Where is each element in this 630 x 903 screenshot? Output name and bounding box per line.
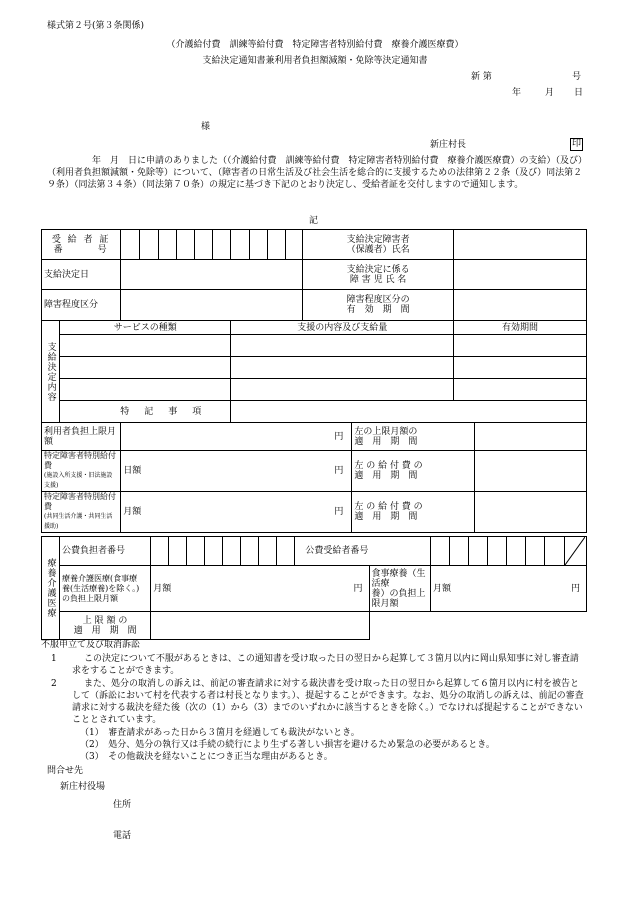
digit-cell[interactable]	[277, 537, 295, 566]
decision-table	[41, 229, 587, 533]
meal-limit-label: 食事療養（生活療 養）の負担上限月額	[369, 566, 430, 612]
special-benefit1-label: 特定障害者特別給付費 (施設入所支援・旧法施設支援)	[42, 451, 121, 492]
date-day: 日	[574, 88, 584, 98]
ki-heading: 記	[309, 216, 319, 226]
meal-limit-value[interactable]	[431, 566, 587, 612]
disability-class-label: 障害程度区分	[42, 290, 121, 321]
digit-cell[interactable]	[205, 537, 223, 566]
medical-period-label: 上 限 額 の 適 用 期 間	[60, 612, 151, 640]
digit-cell[interactable]	[488, 537, 507, 566]
digit-cell[interactable]	[213, 230, 231, 260]
disability-class-value[interactable]	[121, 290, 303, 321]
special-notes-label: 特 記 事 項	[60, 401, 231, 423]
appeal-item1-text: この決定について不服があるときは、この通知書を受け取った日の翌日から起算して３箇月以内に岡山県知事に対し審査請求をすることができます。	[72, 654, 579, 676]
content-cell[interactable]	[231, 379, 454, 401]
medical-period-value[interactable]	[151, 612, 369, 640]
digit-cell[interactable]	[169, 537, 187, 566]
sub-item3: （3） その他裁決を経ないことにつき正当な理由があるとき。	[80, 752, 333, 762]
validity-period-header: 有効期間	[454, 321, 587, 335]
blank-area	[369, 612, 586, 640]
digit-cell[interactable]	[121, 230, 140, 260]
child-name-label: 支給決定に係る 障 害 児 氏 名	[303, 260, 454, 290]
sub-item1: （1） 審査請求があった日から３箇月を経過しても裁決がないとき。	[80, 728, 360, 738]
guardian-name-value[interactable]	[454, 230, 587, 260]
doc-number-suffix: 号	[572, 72, 582, 82]
digit-cell[interactable]	[249, 230, 267, 260]
yen-label: 円	[334, 507, 344, 517]
medical-limit-value[interactable]	[151, 566, 369, 612]
digit-cell[interactable]	[231, 230, 249, 260]
contact-address: 住所	[113, 800, 132, 810]
date-year: 年	[512, 88, 522, 98]
appeal-item1-number: 1	[51, 654, 57, 664]
digit-cell[interactable]	[195, 230, 213, 260]
slashed-cell	[564, 537, 586, 566]
service-cell[interactable]	[60, 357, 231, 379]
issuer: 新庄村長	[430, 140, 467, 150]
copay-limit-label: 利用者負担上限月額	[42, 423, 121, 451]
addressee-suffix: 様	[201, 122, 211, 132]
form-number: 様式第２号(第３条関係)	[47, 21, 145, 31]
digit-cell[interactable]	[223, 537, 241, 566]
digit-cell[interactable]	[469, 537, 488, 566]
monthly-amount-label: 月額	[433, 583, 452, 594]
appeal-item2-number: 2	[51, 679, 57, 689]
decision-date-label: 支給決定日	[42, 260, 121, 290]
benefit1-period-value[interactable]	[475, 451, 587, 492]
digit-cell[interactable]	[259, 537, 277, 566]
special-benefit2-value[interactable]	[121, 492, 352, 533]
medical-care-label: 療養介護医療	[42, 537, 60, 640]
title-line2: 支給決定通知書兼利用者負担額減額・免除等決定通知書	[202, 56, 428, 66]
digit-cell[interactable]	[176, 230, 194, 260]
special-notes-value[interactable]	[231, 401, 587, 423]
content-cell[interactable]	[231, 357, 454, 379]
limit-period-value[interactable]	[475, 423, 587, 451]
limit-period-label: 左の上限月額の 適 用 期 間	[352, 423, 475, 451]
digit-cell[interactable]	[450, 537, 469, 566]
contact-heading: 問合せ先	[47, 766, 84, 776]
special-benefit2-label: 特定障害者特別給付費 (共同生活介護・共同生活援助)	[42, 492, 121, 533]
digit-cell[interactable]	[285, 230, 302, 260]
digit-cell[interactable]	[187, 537, 205, 566]
intro-paragraph: 年 月 日に申請のありました（（介護給付費 訓練等給付費 特定障害者特別給付費 療養介護医療費）の支給）（及び）（利用者負担額減額・免除等）について、（障害者の日常生活及び社会生活を総合的に支援するための法律第２２条（及び）同法第２９条）（同法第３４条）（同法第７０条）の規定に基づき下記のとおり決定し、受給者証を交付しますので通知します。	[47, 156, 583, 190]
benefit2-period-label: 左 の 給 付 費 の 適 用 期 間	[352, 492, 475, 533]
medical-care-table	[41, 536, 587, 640]
service-cell[interactable]	[60, 335, 231, 357]
guardian-name-label: 支給決定障害者 （保護者）氏名	[303, 230, 454, 260]
digit-cell[interactable]	[140, 230, 158, 260]
sub-item2: （2） 処分、処分の執行又は手続の続行により生ずる著しい損害を避けるため緊急の必要があるとき。	[80, 740, 495, 750]
digit-cell[interactable]	[545, 537, 564, 566]
appeal-heading: 不服申立て及び取消訴訟	[41, 640, 141, 650]
period-cell[interactable]	[454, 357, 587, 379]
child-name-value[interactable]	[454, 260, 587, 290]
decision-content-label: 支給決定内容	[42, 321, 60, 423]
contact-office: 新庄村役場	[60, 782, 106, 792]
benefit2-period-value[interactable]	[475, 492, 587, 533]
class-validity-label: 障害程度区分の 有 効 期 間	[303, 290, 454, 321]
digit-cell[interactable]	[431, 537, 450, 566]
contact-phone: 電話	[113, 831, 132, 841]
decision-date-value[interactable]	[121, 260, 303, 290]
date-month: 月	[545, 88, 555, 98]
recipient-number2-label: 公費受給者番号	[295, 537, 431, 566]
period-cell[interactable]	[454, 379, 587, 401]
daily-amount-label: 日額	[123, 466, 142, 476]
seal-mark: 印	[571, 139, 581, 149]
recipient-number-label: 受 給 者 証 番 号	[42, 230, 121, 260]
digit-cell[interactable]	[507, 537, 526, 566]
appeal-item2-text: また、処分の取消しの訴えは、前記の審査請求に対する裁決書を受け取った日の翌日から起算して６箇月以内に村を被告として（訴訟において村を代表する者は村長となります。）、提起することができます。なお、処分の取消しの訴えは、前記の審査請求に対する裁決を経た後（次の（1）から（3）までのいずれかに該当するときを除く。）でなければ提起することができないこととされています。	[72, 679, 584, 725]
content-cell[interactable]	[231, 335, 454, 357]
yen-label: 円	[353, 583, 363, 594]
special-benefit1-value[interactable]	[121, 451, 352, 492]
payer-number-label: 公費負担者番号	[60, 537, 151, 566]
title-line1: （介護給付費 訓練等給付費 特定障害者特別給付費 療養介護医療費）	[166, 40, 464, 50]
yen-label: 円	[334, 466, 344, 476]
copay-limit-value[interactable]: 円	[121, 423, 352, 451]
class-validity-value[interactable]	[454, 290, 587, 321]
yen-label: 円	[570, 583, 580, 594]
diagonal-slash	[565, 537, 585, 565]
digit-cell[interactable]	[241, 537, 259, 566]
digit-cell[interactable]	[151, 537, 169, 566]
support-content-header: 支援の内容及び支給量	[231, 321, 454, 335]
digit-cell[interactable]	[158, 230, 176, 260]
monthly-amount-label: 月額	[153, 583, 172, 594]
digit-cell[interactable]	[526, 537, 545, 566]
service-type-header: サービスの種類	[60, 321, 231, 335]
medical-limit-label: 療養介護医療(食事療 養(生活療養)を除く。) の負担上限月額	[60, 566, 151, 612]
benefit1-period-label: 左 の 給 付 費 の 適 用 期 間	[352, 451, 475, 492]
period-cell[interactable]	[454, 335, 587, 357]
digit-cell[interactable]	[267, 230, 285, 260]
monthly-amount-label: 月額	[123, 507, 142, 517]
service-cell[interactable]	[60, 379, 231, 401]
doc-number-prefix: 新 第	[471, 72, 492, 82]
